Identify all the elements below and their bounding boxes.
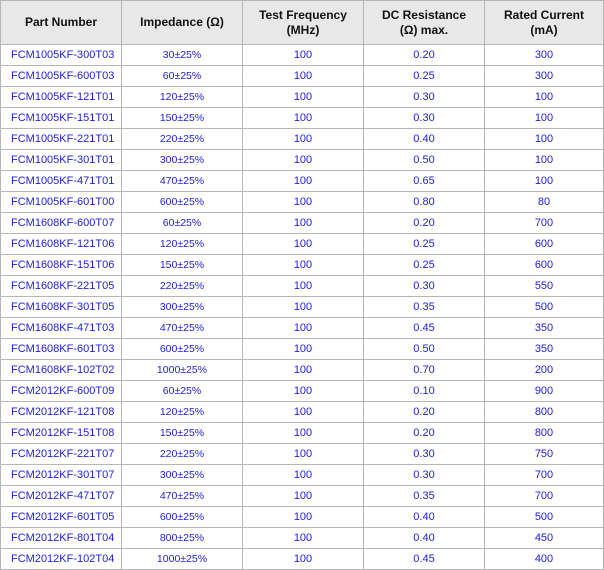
table-row: [1, 150, 604, 171]
dc-resistance-cell: 0.50: [364, 150, 485, 171]
part-number-cell: FCM1005KF-471T01: [1, 171, 122, 192]
dc-resistance-cell: 0.30: [364, 87, 485, 108]
rated-current-cell: 700: [485, 213, 604, 234]
table-row: [1, 528, 604, 549]
part-number-cell: FCM2012KF-301T07: [1, 465, 122, 486]
dc-resistance-cell: 0.35: [364, 297, 485, 318]
impedance-cell: 300±25%: [122, 150, 243, 171]
impedance-cell: 600±25%: [122, 339, 243, 360]
part-number-cell: FCM1608KF-471T03: [1, 318, 122, 339]
impedance-cell: 470±25%: [122, 171, 243, 192]
dc-resistance-cell: 0.25: [364, 234, 485, 255]
dc-resistance-cell: 0.40: [364, 129, 485, 150]
table-row: [1, 402, 604, 423]
dc-resistance-cell: 0.70: [364, 360, 485, 381]
dc-resistance-cell: 0.80: [364, 192, 485, 213]
table-row: [1, 255, 604, 276]
rated-current-cell: 700: [485, 465, 604, 486]
dc-resistance-cell: 0.65: [364, 171, 485, 192]
part-number-cell: FCM2012KF-601T05: [1, 507, 122, 528]
table-row: [1, 297, 604, 318]
table-row: [1, 87, 604, 108]
part-number-cell: FCM1005KF-151T01: [1, 108, 122, 129]
table-row: [1, 108, 604, 129]
rated-current-cell: 200: [485, 360, 604, 381]
test-frequency-cell: 100: [243, 129, 364, 150]
part-number-cell: FCM1005KF-601T00: [1, 192, 122, 213]
dc-resistance-cell: 0.20: [364, 402, 485, 423]
impedance-cell: 300±25%: [122, 297, 243, 318]
test-frequency-cell: 100: [243, 402, 364, 423]
header-part-number-label: Part Number: [24, 15, 98, 29]
test-frequency-cell: 100: [243, 66, 364, 87]
rated-current-cell: 500: [485, 297, 604, 318]
rated-current-cell: 100: [485, 150, 604, 171]
header-part-number: [1, 1, 122, 45]
rated-current-cell: 100: [485, 129, 604, 150]
table-row: [1, 45, 604, 66]
header-dc-resistance: [364, 1, 485, 45]
part-number-cell: FCM1005KF-221T01: [1, 129, 122, 150]
table-row: [1, 339, 604, 360]
test-frequency-cell: 100: [243, 213, 364, 234]
dc-resistance-cell: 0.20: [364, 213, 485, 234]
part-number-cell: FCM1005KF-300T03: [1, 45, 122, 66]
test-frequency-cell: 100: [243, 318, 364, 339]
test-frequency-cell: 100: [243, 465, 364, 486]
rated-current-cell: 80: [485, 192, 604, 213]
table-body: [1, 45, 604, 570]
impedance-cell: 470±25%: [122, 318, 243, 339]
rated-current-cell: 800: [485, 402, 604, 423]
test-frequency-cell: 100: [243, 423, 364, 444]
test-frequency-cell: 100: [243, 381, 364, 402]
header-test-frequency-label: Test Frequency: [259, 7, 347, 22]
test-frequency-cell: 100: [243, 87, 364, 108]
dc-resistance-cell: 0.35: [364, 486, 485, 507]
rated-current-cell: 350: [485, 339, 604, 360]
header-rated-current-unit: (mA): [530, 22, 558, 37]
impedance-cell: 220±25%: [122, 129, 243, 150]
part-number-cell: FCM2012KF-471T07: [1, 486, 122, 507]
impedance-cell: 30±25%: [122, 45, 243, 66]
dc-resistance-cell: 0.30: [364, 276, 485, 297]
table-row: [1, 171, 604, 192]
part-number-cell: FCM2012KF-801T04: [1, 528, 122, 549]
test-frequency-cell: 100: [243, 507, 364, 528]
table-row: [1, 66, 604, 87]
part-number-cell: FCM2012KF-221T07: [1, 444, 122, 465]
table-row: [1, 381, 604, 402]
dc-resistance-cell: 0.30: [364, 444, 485, 465]
dc-resistance-cell: 0.45: [364, 318, 485, 339]
dc-resistance-cell: 0.25: [364, 66, 485, 87]
part-number-cell: FCM2012KF-102T04: [1, 549, 122, 570]
table-row: [1, 465, 604, 486]
impedance-cell: 220±25%: [122, 444, 243, 465]
impedance-cell: 600±25%: [122, 192, 243, 213]
table-row: [1, 444, 604, 465]
test-frequency-cell: 100: [243, 192, 364, 213]
part-number-cell: FCM2012KF-151T08: [1, 423, 122, 444]
part-number-cell: FCM1608KF-102T02: [1, 360, 122, 381]
header-rated-current: [485, 1, 604, 45]
dc-resistance-cell: 0.20: [364, 45, 485, 66]
test-frequency-cell: 100: [243, 108, 364, 129]
rated-current-cell: 500: [485, 507, 604, 528]
dc-resistance-cell: 0.25: [364, 255, 485, 276]
impedance-cell: 120±25%: [122, 402, 243, 423]
part-number-cell: FCM1608KF-600T07: [1, 213, 122, 234]
impedance-cell: 150±25%: [122, 108, 243, 129]
header-rated-current-label: Rated Current: [503, 7, 584, 22]
header-impedance: [122, 1, 243, 45]
test-frequency-cell: 100: [243, 234, 364, 255]
part-number-cell: FCM1005KF-600T03: [1, 66, 122, 87]
rated-current-cell: 550: [485, 276, 604, 297]
dc-resistance-cell: 0.40: [364, 528, 485, 549]
part-number-cell: FCM1608KF-601T03: [1, 339, 122, 360]
table-header: [1, 1, 604, 45]
test-frequency-cell: 100: [243, 150, 364, 171]
part-number-cell: FCM2012KF-600T09: [1, 381, 122, 402]
dc-resistance-cell: 0.40: [364, 507, 485, 528]
part-number-cell: FCM1608KF-301T05: [1, 297, 122, 318]
test-frequency-cell: 100: [243, 339, 364, 360]
test-frequency-cell: 100: [243, 45, 364, 66]
table-row: [1, 318, 604, 339]
header-test-frequency: [243, 1, 364, 45]
table-row: [1, 486, 604, 507]
rated-current-cell: 100: [485, 87, 604, 108]
impedance-cell: 600±25%: [122, 507, 243, 528]
rated-current-cell: 350: [485, 318, 604, 339]
impedance-cell: 60±25%: [122, 381, 243, 402]
header-impedance-label: Impedance (Ω): [140, 15, 224, 29]
impedance-cell: 220±25%: [122, 276, 243, 297]
rated-current-cell: 600: [485, 234, 604, 255]
table-row: [1, 192, 604, 213]
test-frequency-cell: 100: [243, 255, 364, 276]
dc-resistance-cell: 0.20: [364, 423, 485, 444]
impedance-cell: 1000±25%: [122, 360, 243, 381]
part-number-cell: FCM1005KF-121T01: [1, 87, 122, 108]
impedance-cell: 1000±25%: [122, 549, 243, 570]
impedance-cell: 60±25%: [122, 213, 243, 234]
test-frequency-cell: 100: [243, 549, 364, 570]
test-frequency-cell: 100: [243, 360, 364, 381]
table-row: [1, 423, 604, 444]
dc-resistance-cell: 0.10: [364, 381, 485, 402]
part-number-cell: FCM1608KF-151T06: [1, 255, 122, 276]
table-row: [1, 213, 604, 234]
impedance-cell: 800±25%: [122, 528, 243, 549]
rated-current-cell: 450: [485, 528, 604, 549]
header-dc-resistance-label: DC Resistance: [381, 7, 467, 22]
dc-resistance-cell: 0.50: [364, 339, 485, 360]
impedance-cell: 60±25%: [122, 66, 243, 87]
rated-current-cell: 400: [485, 549, 604, 570]
table-row: [1, 276, 604, 297]
header-test-frequency-unit: (MHz): [286, 22, 320, 37]
rated-current-cell: 300: [485, 66, 604, 87]
header-row: [1, 1, 604, 45]
test-frequency-cell: 100: [243, 297, 364, 318]
test-frequency-cell: 100: [243, 444, 364, 465]
dc-resistance-cell: 0.30: [364, 465, 485, 486]
table-row: [1, 129, 604, 150]
rated-current-cell: 300: [485, 45, 604, 66]
table-row: [1, 507, 604, 528]
impedance-cell: 470±25%: [122, 486, 243, 507]
part-number-cell: FCM1005KF-301T01: [1, 150, 122, 171]
impedance-cell: 150±25%: [122, 255, 243, 276]
dc-resistance-cell: 0.45: [364, 549, 485, 570]
rated-current-cell: 900: [485, 381, 604, 402]
header-dc-resistance-unit: (Ω) max.: [399, 22, 449, 37]
part-number-cell: FCM1608KF-121T06: [1, 234, 122, 255]
rated-current-cell: 800: [485, 423, 604, 444]
rated-current-cell: 600: [485, 255, 604, 276]
test-frequency-cell: 100: [243, 528, 364, 549]
impedance-cell: 120±25%: [122, 87, 243, 108]
impedance-cell: 300±25%: [122, 465, 243, 486]
test-frequency-cell: 100: [243, 171, 364, 192]
impedance-cell: 150±25%: [122, 423, 243, 444]
rated-current-cell: 750: [485, 444, 604, 465]
table-row: [1, 360, 604, 381]
impedance-cell: 120±25%: [122, 234, 243, 255]
test-frequency-cell: 100: [243, 276, 364, 297]
rated-current-cell: 100: [485, 108, 604, 129]
rated-current-cell: 700: [485, 486, 604, 507]
table-row: [1, 234, 604, 255]
dc-resistance-cell: 0.30: [364, 108, 485, 129]
part-number-cell: FCM2012KF-121T08: [1, 402, 122, 423]
table-row: [1, 549, 604, 570]
rated-current-cell: 100: [485, 171, 604, 192]
part-number-cell: FCM1608KF-221T05: [1, 276, 122, 297]
test-frequency-cell: 100: [243, 486, 364, 507]
